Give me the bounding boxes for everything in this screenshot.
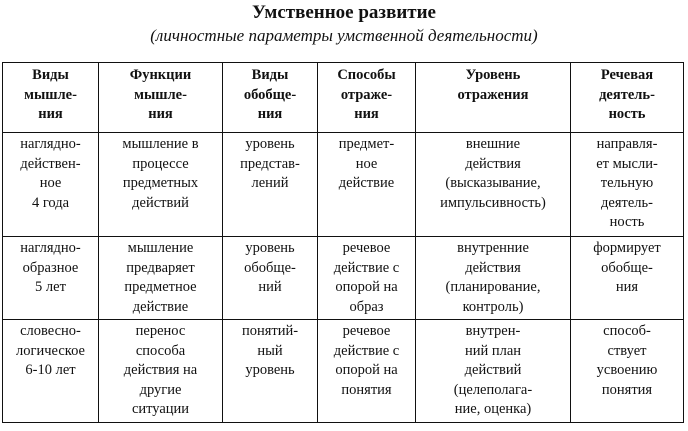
table-cell: внешние действия (высказывание, импульсивность): [416, 133, 571, 237]
table-cell: мышление в процессе предметных действий: [99, 133, 223, 237]
table-cell: способ- ствует усвоению понятия: [571, 320, 684, 423]
table-cell: направля- ет мысли- тельную деятель- ность: [571, 133, 684, 237]
header-speech-activity: Речевая деятель- ность: [571, 63, 684, 133]
table-cell: предмет- ное действие: [318, 133, 416, 237]
header-thinking-types: Виды мышле- ния: [3, 63, 99, 133]
table-cell: речевое действие с опорой на образ: [318, 237, 416, 320]
table-cell: словесно- логическое 6-10 лет: [3, 320, 99, 423]
page-subtitle: (личностные параметры умственной деятельности): [150, 26, 538, 45]
page-title: Умственное развитие: [252, 2, 436, 23]
table-header-row: [3, 63, 684, 133]
header-thinking-functions: Функции мышле- ния: [99, 63, 223, 133]
table-row: [3, 237, 684, 320]
table-row: [3, 133, 684, 237]
header-generalization-types: Виды обобще- ния: [223, 63, 318, 133]
table-cell: перенос способа действия на другие ситуации: [99, 320, 223, 423]
table-cell: уровень обобще- ний: [223, 237, 318, 320]
table-cell: речевое действие с опорой на понятия: [318, 320, 416, 423]
table-cell: наглядно- действен- ное 4 года: [3, 133, 99, 237]
table-cell: мышление предваряет предметное действие: [99, 237, 223, 320]
table-cell: уровень представ- лений: [223, 133, 318, 237]
table-cell: наглядно- образное 5 лет: [3, 237, 99, 320]
header-reflection-methods: Способы отраже- ния: [318, 63, 416, 133]
table-cell: понятий- ный уровень: [223, 320, 318, 423]
mental-development-table: [2, 62, 684, 423]
header-reflection-level: Уровень отражения: [416, 63, 571, 133]
table-cell: внутренние действия (планирование, контроль): [416, 237, 571, 320]
table-cell: формирует обобще- ния: [571, 237, 684, 320]
table-row: [3, 320, 684, 423]
table-cell: внутрен- ний план действий (целеполага- ние, оценка): [416, 320, 571, 423]
